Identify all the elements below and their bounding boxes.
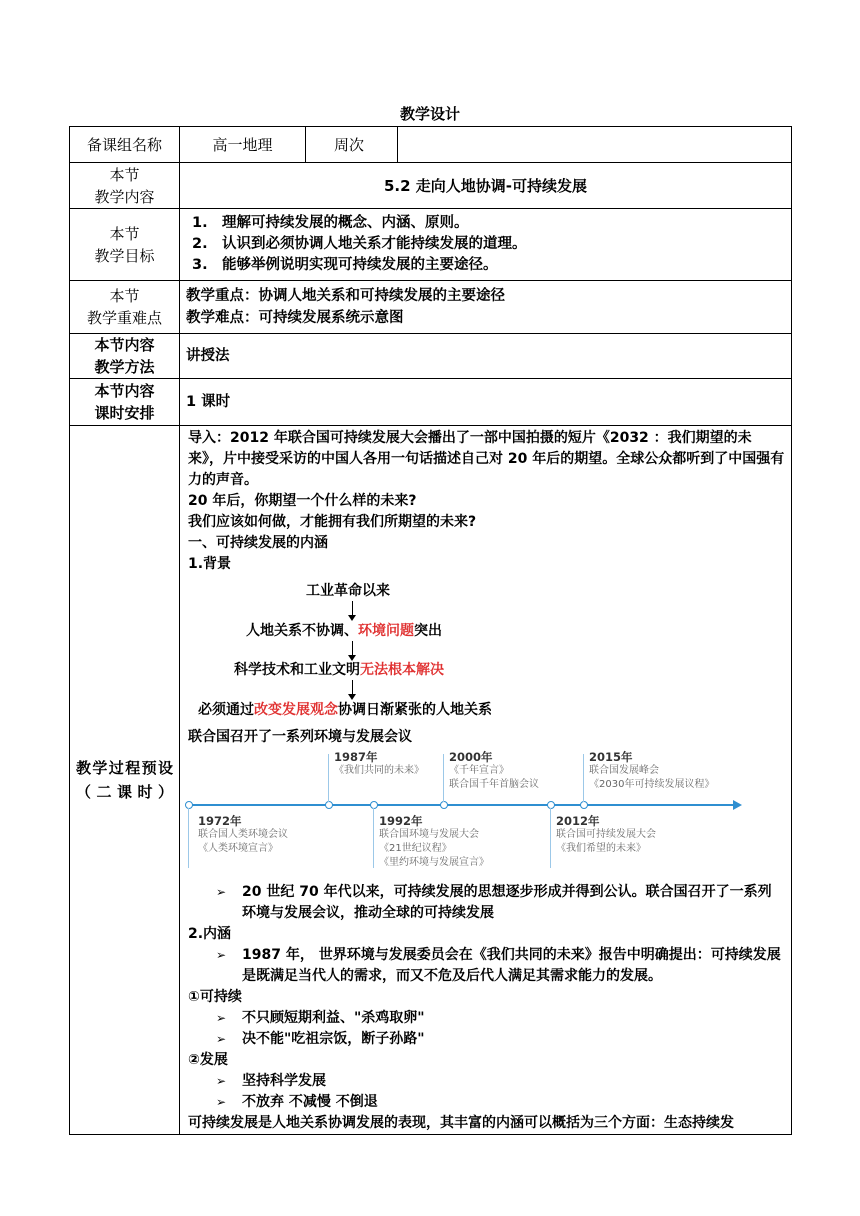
timeline-node <box>185 801 193 809</box>
row-keypoints <box>70 281 792 334</box>
event-text: 《我们希望的未来》 <box>556 843 646 854</box>
document-title: 教学设计 <box>399 105 460 123</box>
flow-step-4: 必须通过改变发展观念协调日渐紧张的人地关系 <box>198 702 492 718</box>
row-schedule <box>70 379 792 426</box>
section-heading: 一、可持续发展的内涵 <box>188 535 328 551</box>
point-development: ②发展 <box>188 1052 228 1068</box>
event-text: 《我们共同的未来》 <box>334 765 424 776</box>
timeline-event <box>556 814 656 856</box>
flow-step-3: 科学技术和工业文明无法根本解决 <box>234 662 444 678</box>
event-text: 《千年宣言》 <box>449 765 509 776</box>
method-value: 讲授法 <box>180 334 792 379</box>
group-label: 备课组名称 <box>70 127 180 163</box>
goals-label: 本节 教学目标 <box>70 209 180 281</box>
flow-arrow <box>352 601 353 617</box>
point-sustainable: ①可持续 <box>188 989 242 1005</box>
timeline-node <box>370 801 378 809</box>
flow-step-1: 工业革命以来 <box>306 583 390 599</box>
goal-item: 2. 认识到必须协调人地关系才能持续发展的道理。 <box>192 236 527 252</box>
event-year: 2015年 <box>589 750 633 764</box>
timeline-axis <box>188 804 736 806</box>
timeline-event <box>589 750 714 792</box>
schedule-value: 1 课时 <box>180 379 792 426</box>
event-year: 1992年 <box>379 814 423 828</box>
event-year: 2012年 <box>556 814 600 828</box>
timeline-node <box>580 801 588 809</box>
sub-heading-background: 1.背景 <box>188 556 232 572</box>
timeline-connector <box>443 754 444 802</box>
background-flowchart <box>188 581 518 721</box>
timeline-event <box>379 814 489 870</box>
event-text: 《里约环境与发展宣言》 <box>379 857 489 868</box>
event-year: 1987年 <box>334 750 378 764</box>
event-text: 《人类环境宣言》 <box>198 843 278 854</box>
timeline-connector <box>373 808 374 868</box>
goals-list <box>180 209 792 281</box>
keypoints-text: 教学重点：协调人地关系和可持续发展的主要途径 教学难点：可持续发展系统示意图 <box>180 281 792 334</box>
event-text: 联合国环境与发展大会 <box>379 829 479 840</box>
intro-text: 导入：2012 年联合国可持续发展大会播出了一部中国拍摄的短片《2032 ：我们期望的未来》，片中接受采访的中国人各用一句话描述自己对 20 年后的期望。全球公众都听到了中国强有力的声音。 <box>188 430 785 488</box>
group-value: 高一地理 <box>180 127 306 163</box>
timeline-event <box>449 750 539 792</box>
bullet-item: ➢ 坚持科学发展 <box>188 1071 785 1092</box>
arrow-bullet-icon: ➢ <box>216 948 227 962</box>
bullet-item: ➢ 决不能"吃祖宗饭，断子孙路" <box>188 1029 785 1050</box>
row-group <box>70 127 792 163</box>
event-text: 联合国发展峰会 <box>589 765 659 776</box>
timeline-node <box>547 801 555 809</box>
row-method <box>70 334 792 379</box>
flow-step-2: 人地关系不协调、环境问题突出 <box>246 623 442 639</box>
event-year: 1972年 <box>198 814 242 828</box>
bullet-item: ➢ 不放弃 不减慢 不倒退 <box>188 1092 785 1113</box>
timeline-connector <box>583 754 584 802</box>
row-process <box>70 426 792 1135</box>
question-1: 20 年后，你期望一个什么样的未来? <box>188 493 417 509</box>
timeline-connector <box>188 808 189 868</box>
event-year: 2000年 <box>449 750 493 764</box>
process-content <box>180 426 792 1135</box>
keypoints-label: 本节 教学重难点 <box>70 281 180 334</box>
row-goals <box>70 209 792 281</box>
timeline-event <box>198 814 288 856</box>
arrow-bullet-icon: ➢ <box>216 1032 227 1046</box>
arrow-bullet-icon: ➢ <box>216 1095 227 1109</box>
goal-item: 1. 理解可持续发展的概念、内涵、原则。 <box>192 215 469 231</box>
row-content <box>70 163 792 209</box>
timeline-node <box>325 801 333 809</box>
question-2: 我们应该如何做，才能拥有我们所期望的未来? <box>188 514 477 530</box>
arrow-bullet-icon: ➢ <box>216 885 227 899</box>
meetings-caption: 联合国召开了一系列环境与发展会议 <box>188 729 412 745</box>
process-label: 教学过程预设（二课时） <box>70 426 180 1135</box>
arrow-bullet-icon: ➢ <box>216 1074 227 1088</box>
bullet-item: ➢ 1987 年， 世界环境与发展委员会在《我们共同的未来》报告中明确提出：可持续发展是既满足当代人的需求，而又不危及后代人满足其需求能力的发展。 <box>216 947 781 984</box>
lesson-plan-table <box>69 126 792 1135</box>
event-text: 联合国千年首脑会议 <box>449 779 539 790</box>
flow-arrow <box>352 641 353 657</box>
timeline-connector <box>550 808 551 868</box>
event-text: 《21世纪议程》 <box>379 843 452 854</box>
summary-text: 可持续发展是人地关系协调发展的表现，其丰富的内涵可以概括为三个方面：生态持续发 <box>188 1115 734 1131</box>
method-label: 本节内容 教学方法 <box>70 334 180 379</box>
content-label: 本节 教学内容 <box>70 163 180 209</box>
timeline-connector <box>328 754 329 802</box>
goal-item: 3. 能够举例说明实现可持续发展的主要途径。 <box>192 257 498 273</box>
flow-arrow <box>352 680 353 696</box>
content-title: 5.2 走向人地协调-可持续发展 <box>180 163 792 209</box>
timeline-arrowhead <box>733 800 742 810</box>
sub-heading-connotation: 2.内涵 <box>188 926 232 942</box>
week-value <box>398 127 792 163</box>
timeline-event <box>334 750 424 778</box>
conference-timeline <box>188 750 748 880</box>
schedule-label: 本节内容 课时安排 <box>70 379 180 426</box>
bullet-item: ➢ 20 世纪 70 年代以来，可持续发展的思想逐步形成并得到公认。联合国召开了一系列环境与发展会议，推动全球的可持续发展 <box>216 884 772 921</box>
arrow-bullet-icon: ➢ <box>216 1011 227 1025</box>
week-label: 周次 <box>306 127 398 163</box>
event-text: 联合国人类环境会议 <box>198 829 288 840</box>
timeline-node <box>440 801 448 809</box>
bullet-item: ➢ 不只顾短期利益、"杀鸡取卵" <box>188 1008 785 1029</box>
event-text: 《2030年可持续发展议程》 <box>589 779 715 790</box>
event-text: 联合国可持续发展大会 <box>556 829 656 840</box>
